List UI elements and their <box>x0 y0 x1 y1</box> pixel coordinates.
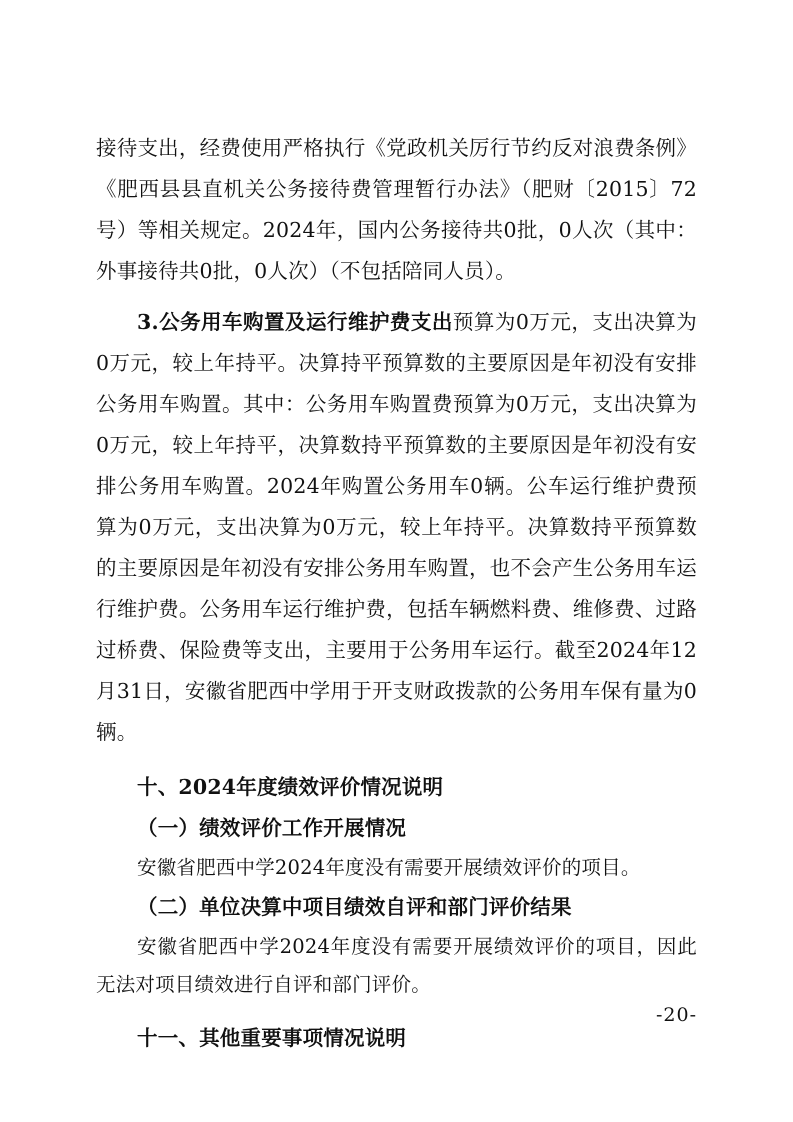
document-body <box>96 128 697 1059</box>
paragraph-vehicle-expenditure <box>96 302 697 753</box>
heading-section-ten-two: （二）单位决算中项目绩效自评和部门评价结果 <box>137 895 572 919</box>
body-section-ten-one: 安徽省肥西中学2024年度没有需要开展绩效评价的项目。 <box>137 856 641 879</box>
body-section-ten-two: 安徽省肥西中学2024年度没有需要开展绩效评价的项目，因此无法对项目绩效进行自评和部门评价。 <box>96 935 697 996</box>
heading-section-ten-one: （一）绩效评价工作开展情况 <box>137 816 407 840</box>
paragraph-contract-reception: 接待支出，经费使用严格执行《党政机关厉行节约反对浪费条例》《肥西县县直机关公务接待费管理暂行办法》（肥财〔2015〕72号）等相关规定。2024年，国内公务接待共0批，0人次（其中：外事接待共0批，0人次）（不包括陪同人员）。 <box>96 136 697 283</box>
paragraph-vehicle-expenditure-lead: 3.公务用车购置及运行维护费支出 <box>137 310 453 334</box>
paragraph-vehicle-expenditure-rest: 预算为0万元，支出决算为0万元，较上年持平。决算持平预算数的主要原因是年初没有安排公务用车购置。其中：公务用车购置费预算为0万元，支出决算为0万元，较上年持平，决算数持平预算数的主要原因是年初没有安排公务用车购置。2024年购置公务用车0辆。公车运行维护费预算为0万元，支出决算为0万元，较上年持平。决算数持平预算数的主要原因是年初没有安排公务用车购置，也不会产生公务用车运行维护费。公务用车运行维护费，包括车辆燃料费、维修费、过路过桥费、保险费等支出，主要用于公务用车运行。截至2024年12月31日，安徽省肥西中学用于开支财政拨款的公务用车保有量为0辆。 <box>96 310 697 744</box>
heading-section-eleven: 十一、其他重要事项情况说明 <box>137 1026 407 1050</box>
page-number: -20- <box>655 1004 697 1026</box>
heading-section-ten: 十、2024年度绩效评价情况说明 <box>137 775 444 799</box>
